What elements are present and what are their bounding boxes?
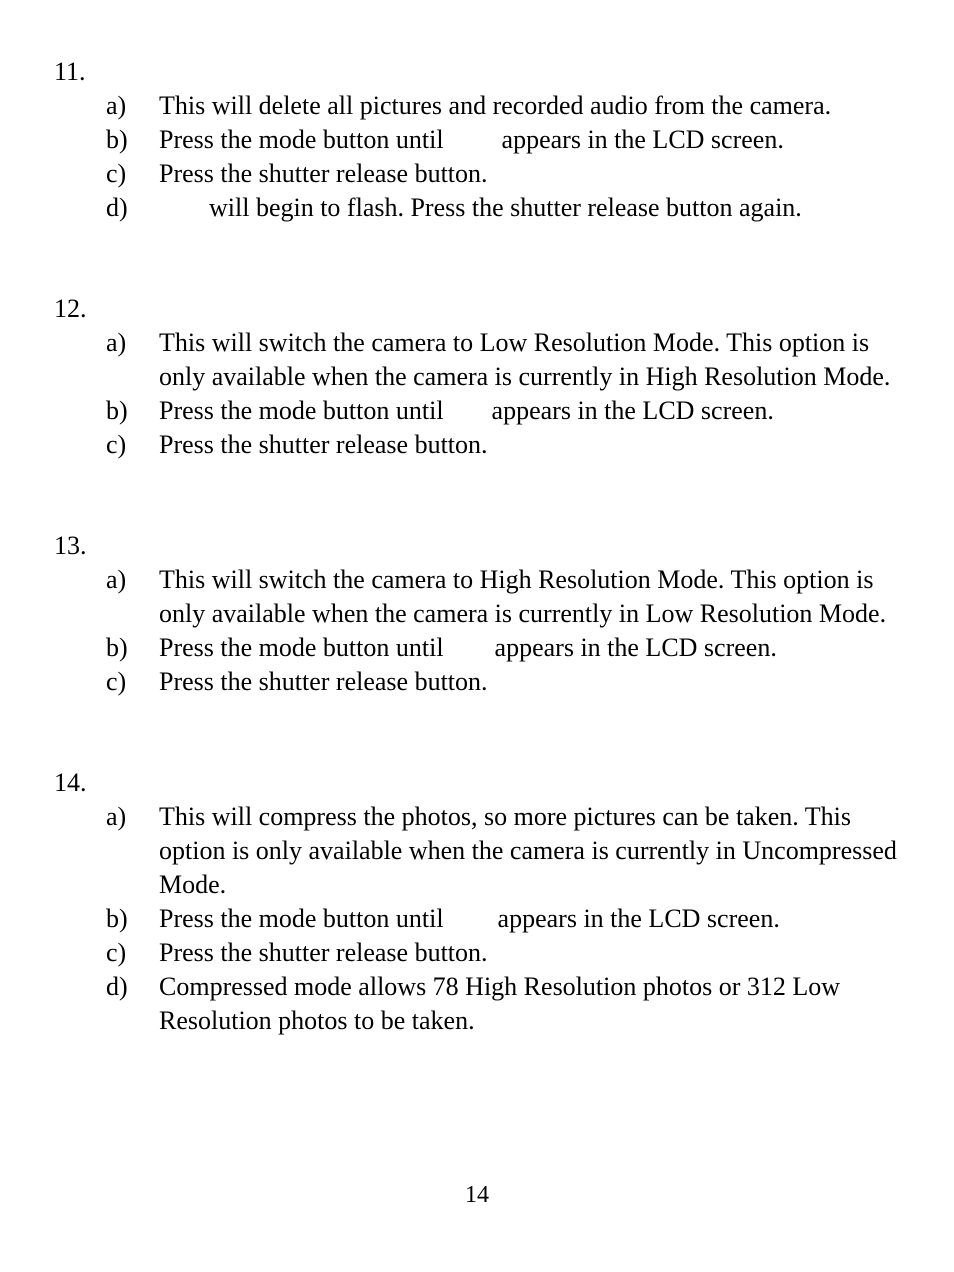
step-letter: a) [106,565,127,594]
step-text: This will compress the photos, so more pictures can be taken. This option is only available when the camera is currently in Uncompressed Mode. [159,802,897,899]
step-letter: b) [106,633,128,662]
step-text-before: Press the mode button until [159,396,444,425]
step-letter: a) [106,802,127,831]
step-text [159,902,899,936]
step-list [0,800,954,1038]
step-letter: b) [106,396,128,425]
step-item [0,970,954,1038]
step-text: This will delete all pictures and recorded audio from the camera. [159,91,832,120]
step-letter: d) [106,972,128,1001]
step-item [0,89,954,123]
page-number: 14 [465,1182,489,1208]
step-item [0,428,954,462]
step-text: Press the shutter release button. [159,159,488,188]
step-text-after: appears in the LCD screen. [491,396,774,425]
step-letter: c) [106,667,127,696]
step-text: Press the shutter release button. [159,430,488,459]
step-item [0,563,954,631]
step-text [159,191,899,225]
step-item [0,326,954,394]
step-item [0,631,954,665]
section-number: 13. [54,531,87,560]
step-text-before: Press the mode button until [159,904,444,933]
step-list [0,326,954,462]
step-text-after: appears in the LCD screen. [501,125,784,154]
step-list [0,89,954,225]
section-number: 12. [54,294,87,323]
step-letter: b) [106,125,128,154]
step-text [159,123,899,157]
section-number: 14. [54,768,87,797]
step-letter: a) [106,91,127,120]
step-letter: d) [106,193,128,222]
section-number: 11. [54,57,86,86]
step-item [0,665,954,699]
step-text: Press the shutter release button. [159,938,488,967]
step-text-after: appears in the LCD screen. [497,904,780,933]
step-list [0,563,954,699]
step-item [0,902,954,936]
step-text: Press the shutter release button. [159,667,488,696]
step-text: This will switch the camera to Low Resolution Mode. This option is only available when the camera is currently in High Resolution Mode. [159,328,891,391]
step-item [0,936,954,970]
step-letter: c) [106,159,127,188]
step-letter: c) [106,938,127,967]
step-text-before: Press the mode button until [159,633,444,662]
step-text: Compressed mode allows 78 High Resolution photos or 312 Low Resolution photos to be taken. [159,972,841,1035]
step-text-after: will begin to flash. Press the shutter release button again. [209,193,802,222]
step-item [0,800,954,902]
step-text-after: appears in the LCD screen. [494,633,777,662]
step-text [159,631,899,665]
step-item [0,394,954,428]
step-text-before: Press the mode button until [159,125,444,154]
step-text [159,394,899,428]
step-letter: b) [106,904,128,933]
step-item [0,157,954,191]
step-letter: a) [106,328,127,357]
step-text: This will switch the camera to High Resolution Mode. This option is only available when the camera is currently in Low Resolution Mode. [159,565,887,628]
step-letter: c) [106,430,127,459]
step-item [0,191,954,225]
step-item [0,123,954,157]
